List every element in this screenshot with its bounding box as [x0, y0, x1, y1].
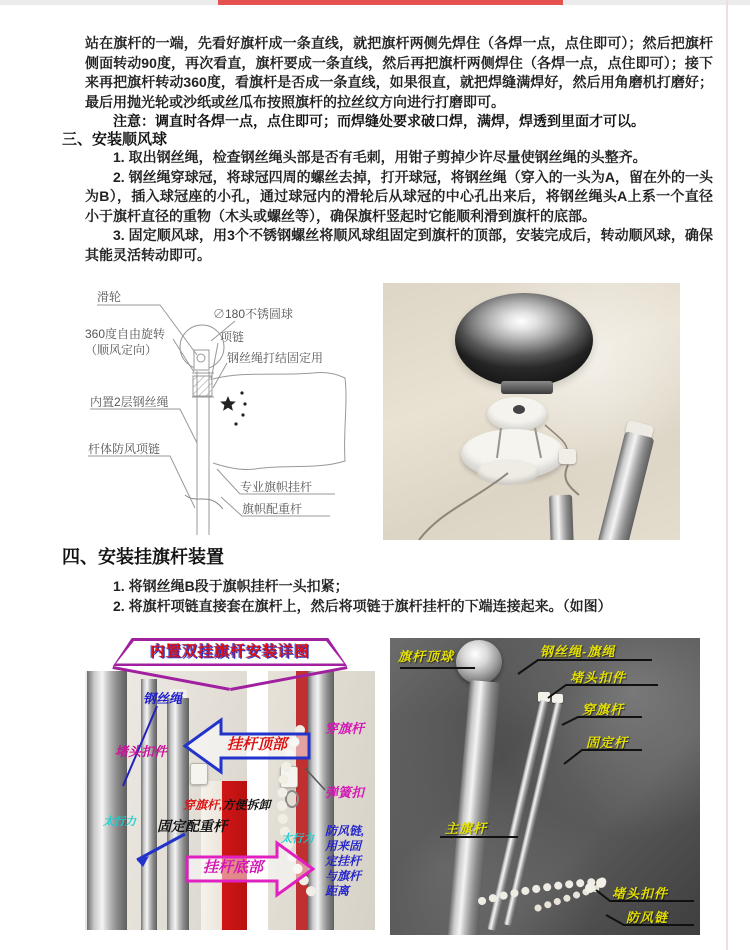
ball-parts-photo — [383, 283, 680, 540]
label-wire-flag-rope: 钢丝绳-旗绳 — [540, 644, 616, 659]
wind-chain-line: 距离 — [325, 884, 350, 898]
section3-step3: 3. 固定顺风球，用3个不锈钢螺丝将顺风球组固定到旗杆的顶部，安装完成后，转动顺风球，确保其能灵活转动即可。 — [85, 227, 713, 263]
diagram-label-rotate2: （顺风定向） — [85, 343, 158, 357]
diagram-label-necklace: 项链 — [220, 330, 245, 344]
diagram-label-rotate1: 360度自由旋转 — [85, 327, 166, 341]
label-thread-note-black: 方便拆卸 — [222, 798, 271, 812]
section4-step1: 1. 将钢丝绳B段于旗帜挂杆一头扣紧； — [113, 578, 349, 594]
section3-steps — [85, 148, 713, 265]
section3-step1: 1. 取出钢丝绳，检查钢丝绳头部是否有毛刺，用钳子剪掉少许尽量使钢丝绳的头整齐。 — [113, 149, 647, 165]
diagram-label-wire-knot: 钢丝绳打结固定用 — [227, 351, 324, 365]
section4-step2: 2. 将旗杆项链直接套在旗杆上，然后将项链于旗杆挂杆的下端连接起来。（如图） — [113, 597, 612, 614]
top-progress-track — [0, 0, 750, 5]
banner-title: 内置双挂旗杆安装详图 — [149, 643, 310, 660]
pole-parts-photo — [390, 638, 700, 935]
wind-chain-line: 防风链, — [325, 824, 365, 838]
label-thread-pole: 穿旗杆 — [325, 721, 365, 736]
label-plug-fastener: 堵头扣件 — [115, 744, 168, 759]
label-pole-top: 挂杆顶部 — [227, 736, 288, 753]
label-wind-chain: 防风链 — [626, 910, 669, 925]
pole-segment-small — [549, 495, 574, 540]
label-thread-pole: 穿旗杆 — [582, 702, 625, 717]
label-plug-fastener: 堵头扣件 — [570, 670, 627, 685]
label-weight-pole: 固定配重杆 — [157, 818, 227, 834]
flagpole-top-diagram — [85, 283, 362, 535]
diagram-label-weight-pole: 旗帜配重杆 — [242, 502, 303, 516]
section3-step2: 2. 钢丝绳穿球冠，将球冠四周的螺丝去掉，打开球冠，将钢丝绳（穿入的一头为A，留在外的一头为B），插入球冠座的小孔，通过球冠内的滑轮后从球冠的中心孔出来后，将钢丝绳头A上系一个直径小于旗杆直径的重物（木头或螺丝等），确保旗杆竖起时它能顺利滑到旗杆的底部。 — [85, 168, 713, 224]
diagram-label-inner-wire: 内置2层钢丝绳 — [90, 395, 169, 409]
label-wire-rope: 钢丝绳 — [143, 691, 183, 706]
watermark: 太行力 — [103, 816, 136, 828]
label-wind-chain — [325, 824, 373, 899]
label-thread-note-red: 穿旗杆, — [183, 798, 223, 812]
note-line: 注意：调直时各焊一点，点住即可；而焊缝处要求破口焊，满焊，焊透到里面才可以。 — [113, 113, 645, 129]
wind-chain-line: 用来固 — [325, 839, 362, 853]
diagram-label-ball: ∅180不锈圆球 — [213, 307, 294, 321]
section4-steps — [85, 577, 713, 616]
label-pole-bottom: 挂杆底部 — [203, 859, 264, 876]
watermark: 太行力 — [281, 833, 314, 845]
diagram-label-wind-chain: 杆体防风项链 — [88, 442, 161, 456]
section4-title: 四、安装挂旗杆装置 — [62, 547, 224, 567]
double-pole-install-photo — [85, 638, 375, 930]
label-thread-note — [183, 796, 270, 813]
intro-text: 站在旗杆的一端，先看好旗杆成一条直线，就把旗杆两侧先焊住（各焊一点，点住即可）；然后把旗杆侧面转动90度，再次看直，旗杆要成一条直线，然后再把旗杆两侧焊住（各焊一点，点住即可）；接下来再把旗杆转动360度，看旗杆是否成一条直线，如果很直，就把焊缝满焊好，然后用角磨机打磨好；最后用抛光轮或沙纸或丝瓜布按照旗杆的拉丝纹方向进行打磨即可。 — [85, 35, 713, 110]
white-clip — [559, 449, 576, 464]
page-right-border — [726, 0, 728, 950]
label-spring-clip: 弹簧扣 — [325, 785, 365, 800]
label-plug-fastener-2: 堵头扣件 — [612, 886, 669, 901]
section3-title: 三、安装顺风球 — [62, 131, 168, 148]
label-fixing-pole: 固定杆 — [586, 735, 629, 750]
intro-paragraph — [85, 34, 713, 132]
diagram-label-pulley: 滑轮 — [97, 290, 122, 304]
wind-chain-line: 与旗杆 — [325, 869, 362, 883]
wind-chain-line: 定挂杆 — [325, 854, 362, 868]
label-top-ball: 旗杆顶球 — [398, 649, 455, 664]
top-progress-bar — [218, 0, 563, 5]
label-main-pole: 主旗杆 — [445, 821, 488, 836]
diagram-label-hang-pole: 专业旗帜挂杆 — [240, 480, 313, 494]
